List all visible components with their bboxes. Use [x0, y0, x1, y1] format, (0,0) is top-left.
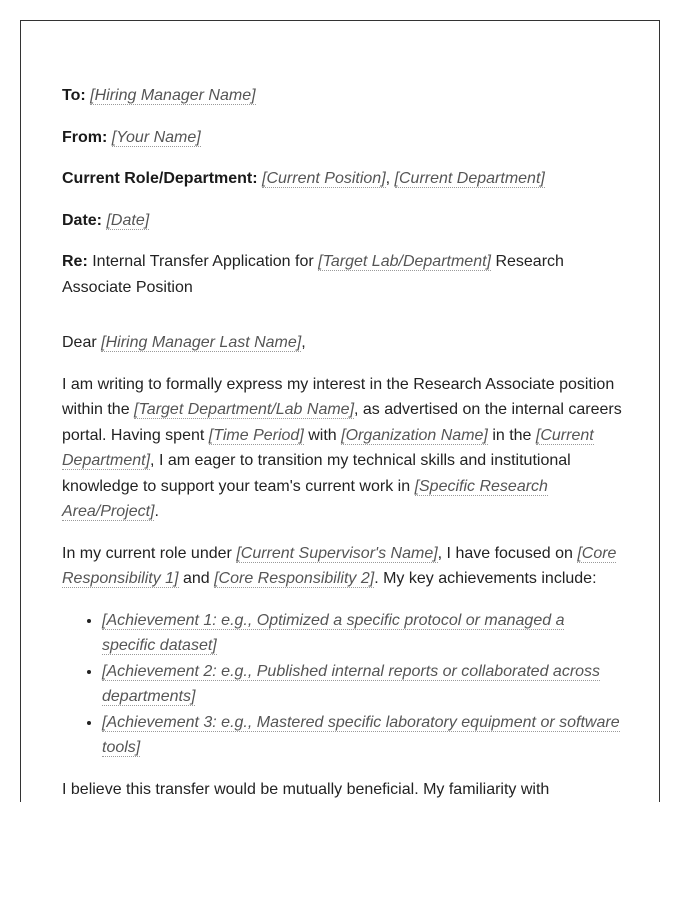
achievements-list [62, 608, 622, 761]
p1-text-2: , as advertised on the internal careers portal. Having spent [62, 401, 622, 444]
to-label: To: [62, 87, 86, 104]
p1-text-1: I am writing to formally express my interest in the Research Associate position within the [62, 375, 615, 418]
from-line [62, 125, 622, 151]
to-line [62, 83, 622, 109]
achievement-2-placeholder[interactable]: [Achievement 2: e.g., Published internal reports or collaborated across departments] [102, 662, 601, 705]
current-department-placeholder[interactable]: [Current Department] [394, 170, 545, 187]
from-placeholder[interactable]: [Your Name] [111, 128, 201, 146]
current-department-placeholder-2[interactable]: [Current Department] [62, 426, 594, 469]
salutation [62, 330, 622, 356]
list-item [102, 659, 622, 710]
role-separator: , [385, 170, 391, 187]
target-department-placeholder[interactable]: [Target Department/Lab Name] [134, 401, 355, 418]
core-responsibility-1-placeholder[interactable]: [Core Responsibility 1] [62, 544, 617, 587]
letter-sheet [20, 20, 660, 802]
achievement-3-placeholder[interactable]: [Achievement 3: e.g., Mastered specific laboratory equipment or software tools] [102, 713, 620, 756]
re-label: Re: [62, 253, 88, 270]
current-role-line [62, 166, 622, 192]
time-period-placeholder[interactable]: [Time Period] [208, 426, 304, 444]
supervisor-name-placeholder[interactable]: [Current Supervisor's Name] [236, 544, 438, 562]
re-text-after: Research Associate Position [62, 253, 564, 296]
date-placeholder[interactable]: [Date] [106, 211, 150, 229]
p1-text-4: in the [492, 426, 532, 444]
salutation-prefix: Dear [62, 334, 97, 351]
research-area-placeholder[interactable]: [Specific Research Area/Project] [62, 477, 548, 520]
date-label: Date: [62, 211, 103, 229]
p1-text-5: , I am eager to transition my technical skills and institutional knowledge to support your team's current work in [62, 452, 571, 495]
from-label: From: [62, 128, 108, 146]
p1-text-6: . [154, 503, 159, 520]
list-item [102, 710, 622, 761]
target-lab-placeholder[interactable]: [Target Lab/Department] [318, 253, 491, 270]
letter-content [62, 83, 622, 802]
organization-name-placeholder[interactable]: [Organization Name] [341, 426, 488, 444]
to-placeholder[interactable]: [Hiring Manager Name] [90, 87, 256, 104]
list-item [102, 608, 622, 659]
p2-text-4: . My key achievements include: [374, 570, 597, 587]
paragraph-current-role [62, 541, 622, 592]
current-role-label: Current Role/Department: [62, 170, 258, 187]
re-text-before: Internal Transfer Application for [92, 253, 314, 270]
re-line [62, 249, 622, 300]
p2-text-1: In my current role under [62, 544, 232, 562]
paragraph-intro [62, 372, 622, 525]
p1-text-3: with [308, 426, 337, 444]
hiring-manager-last-name-placeholder[interactable]: [Hiring Manager Last Name] [101, 334, 302, 351]
p2-text-3: and [182, 570, 210, 587]
salutation-suffix: , [301, 334, 306, 351]
p2-text-2: , I have focused on [437, 544, 573, 562]
core-responsibility-2-placeholder[interactable]: [Core Responsibility 2] [214, 570, 375, 587]
achievement-1-placeholder[interactable]: [Achievement 1: e.g., Optimized a specific protocol or managed a specific dataset] [102, 611, 565, 654]
paragraph-closing: I believe this transfer would be mutually beneficial. My familiarity with [62, 780, 550, 798]
current-position-placeholder[interactable]: [Current Position] [262, 170, 386, 187]
date-line [62, 208, 622, 234]
